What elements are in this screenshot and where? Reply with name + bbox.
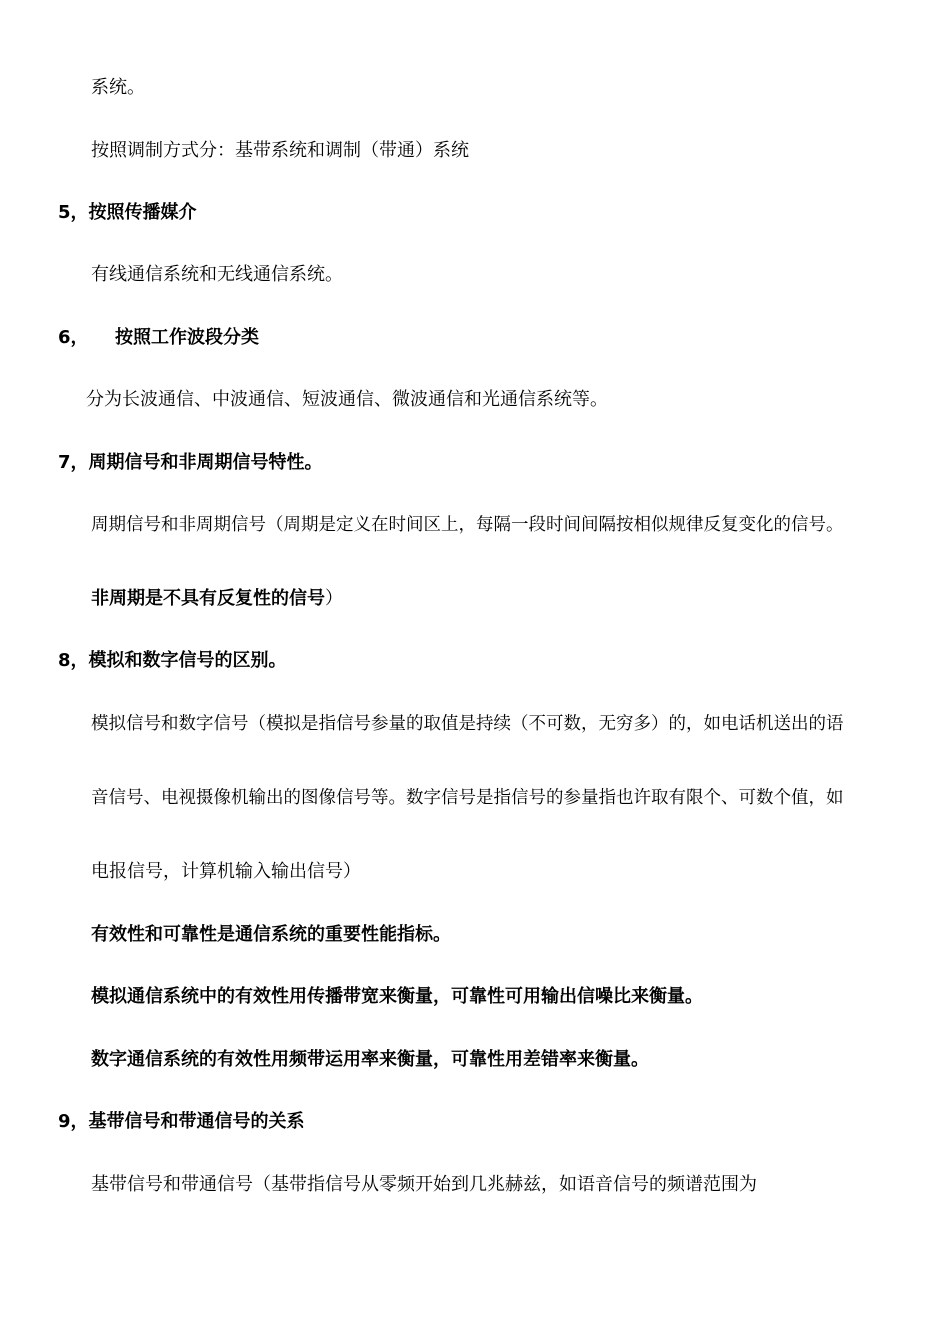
section-number: 6， [58, 327, 89, 348]
text-line: 电报信号，计算机输入输出信号） [91, 861, 361, 882]
emphasis-text: 非周期是不具有反复性的信号 [91, 588, 325, 609]
emphasis-line: 数字通信系统的有效性用频带运用率来衡量，可靠性用差错率来衡量。 [91, 1049, 649, 1070]
text-line: 有线通信系统和无线通信系统。 [91, 264, 343, 285]
section-heading: 7，周期信号和非周期信号特性。 [58, 452, 323, 473]
text-line: 模拟信号和数字信号（模拟是指信号参量的取值是持续（不可数，无穷多）的，如电话机送出的语 [91, 714, 844, 734]
text-line [91, 586, 343, 612]
section-heading: 8，模拟和数字信号的区别。 [58, 650, 287, 671]
section-heading: 5，按照传播媒介 [58, 202, 197, 223]
closing-paren: ） [325, 588, 343, 609]
text-line: 音信号、电视摄像机输出的图像信号等。数字信号是指信号的参量指也许取有限个、可数个值，如 [91, 788, 844, 808]
text-line: 分为长波通信、中波通信、短波通信、微波通信和光通信系统等。 [86, 389, 608, 410]
emphasis-line: 有效性和可靠性是通信系统的重要性能指标。 [91, 924, 451, 945]
text-line: 按照调制方式分：基带系统和调制（带通）系统 [91, 140, 469, 161]
emphasis-line: 模拟通信系统中的有效性用传播带宽来衡量，可靠性可用输出信噪比来衡量。 [91, 986, 703, 1007]
text-line: 系统。 [91, 77, 145, 98]
text-line: 基带信号和带通信号（基带指信号从零频开始到几兆赫兹，如语音信号的频谱范围为 [91, 1174, 757, 1195]
text-line: 周期信号和非周期信号（周期是定义在时间区上，每隔一段时间间隔按相似规律反复变化的信号。 [91, 515, 844, 535]
section-heading: 按照工作波段分类 [115, 327, 259, 348]
section-heading: 9，基带信号和带通信号的关系 [58, 1111, 305, 1132]
